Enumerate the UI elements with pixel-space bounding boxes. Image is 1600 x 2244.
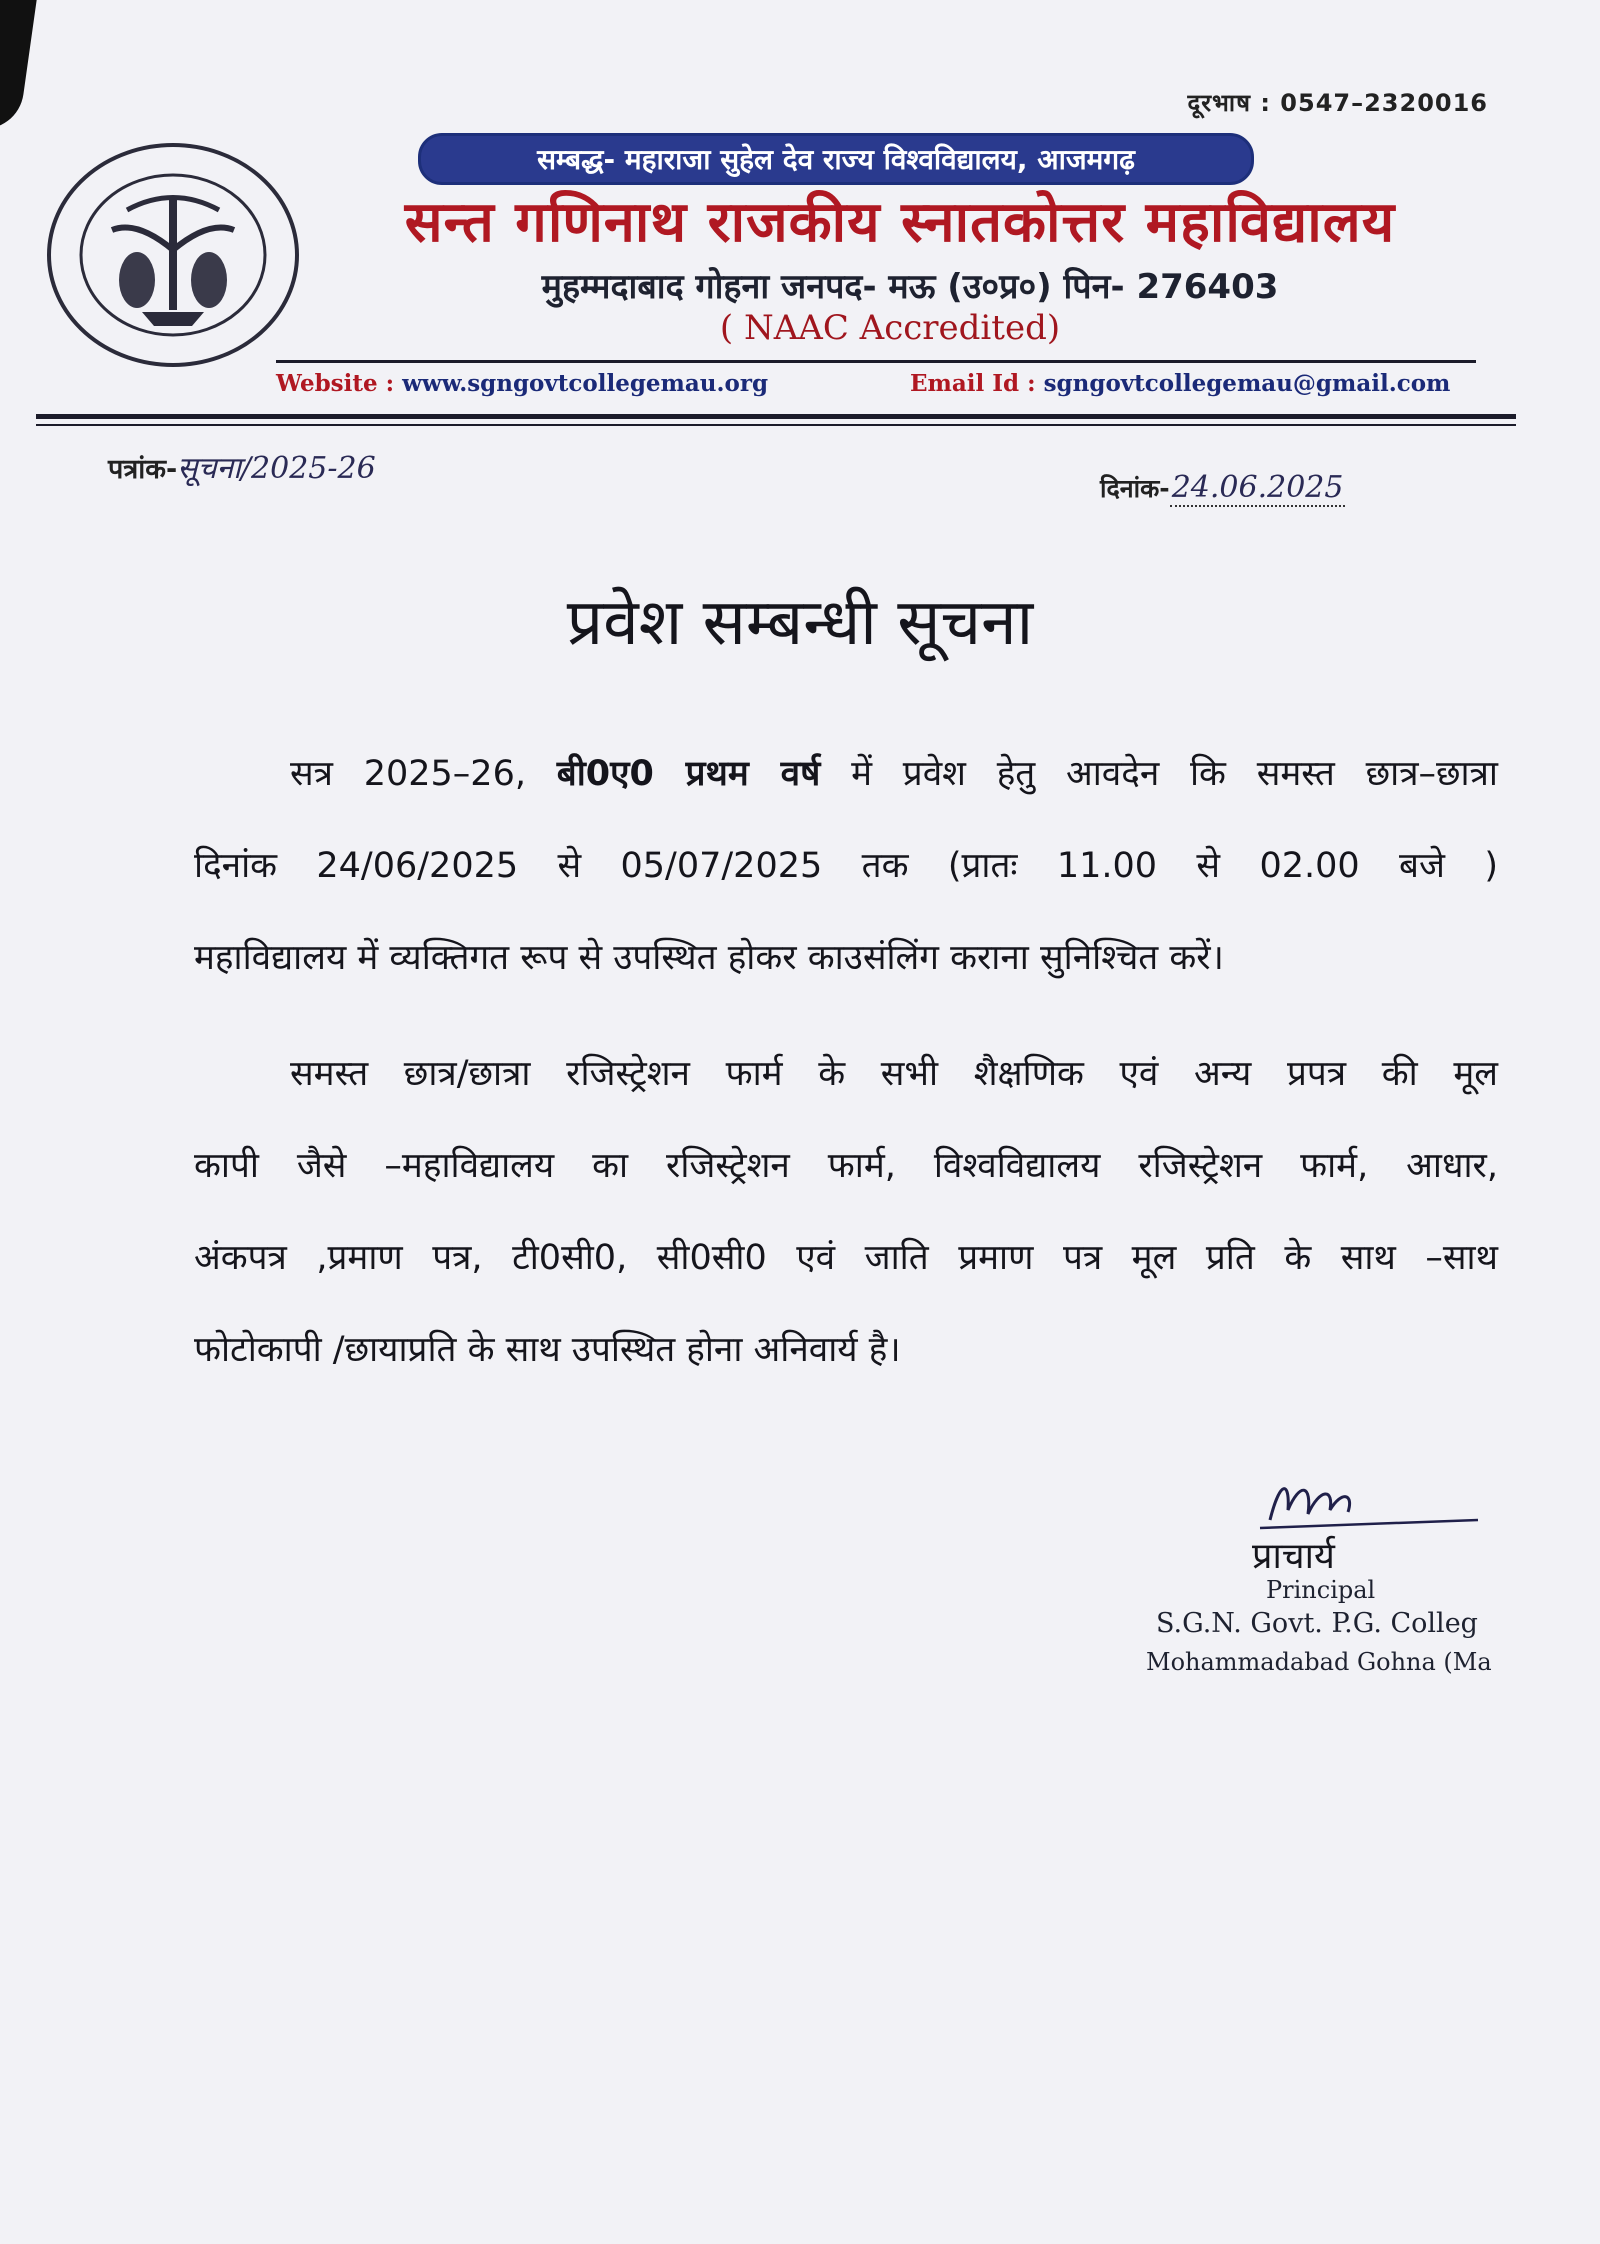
principal-college: S.G.N. Govt. P.G. Colleg	[1156, 1608, 1478, 1639]
website-label: Website :	[276, 370, 403, 397]
paragraph-2-line-2: कापी जैसे –महाविद्यालय का रजिस्ट्रेशन फार्म, विश्वविद्यालय रजिस्ट्रेशन फार्म, आधार,	[194, 1146, 1498, 1186]
phone-number: दूरभाष : 0547–2320016	[1187, 89, 1488, 117]
line-text: सत्र 2025–26,	[290, 754, 557, 794]
reference-number	[108, 446, 376, 487]
course-name: बी0ए0 प्रथम वर्ष	[556, 754, 821, 794]
handwritten-signature-icon	[1250, 1470, 1480, 1536]
line-text: में प्रवेश हेतु आवदेन कि समस्त छात्र–छात्रा	[820, 754, 1498, 794]
paragraph-2-line-3: अंकपत्र ,प्रमाण पत्र, टी0सी0, सी0सी0 एवं जाति प्रमाण पत्र मूल प्रति के साथ –साथ	[194, 1238, 1498, 1278]
naac-badge: ( NAAC Accredited)	[719, 308, 1061, 348]
principal-title-english: Principal	[1266, 1576, 1376, 1604]
header-divider	[276, 360, 1476, 363]
email-label: Email Id :	[910, 370, 1044, 397]
date-value: 24.06.2025	[1171, 470, 1344, 505]
paragraph-1-line-2: दिनांक 24/06/2025 से 05/07/2025 तक (प्रातः 11.00 से 02.00 बजे )	[194, 846, 1498, 886]
principal-title-hindi: प्राचार्य	[1252, 1536, 1335, 1577]
notice-date	[1100, 470, 1345, 505]
email-link[interactable]: sgngovtcollegemau@gmail.com	[1043, 370, 1451, 397]
college-address: मुहम्मदाबाद गोहना जनपद- मऊ (उ०प्र०) पिन- 276403	[541, 267, 1279, 307]
paragraph-2-line-1: समस्त छात्र/छात्रा रजिस्ट्रेशन फार्म के सभी शैक्षणिक एवं अन्य प्रपत्र की मूल	[290, 1054, 1498, 1094]
college-name: सन्त गणिनाथ राजकीय स्नातकोत्तर महाविद्यालय	[404, 190, 1396, 255]
reference-label: पत्रांक-	[108, 454, 178, 485]
notice-paragraph-2	[194, 1028, 1498, 1396]
notice-paragraph-1	[194, 728, 1498, 1004]
email-line	[910, 370, 1450, 397]
principal-location: Mohammadabad Gohna (Ma	[1146, 1648, 1492, 1676]
website-link[interactable]: www.sgngovtcollegemau.org	[402, 370, 769, 397]
paragraph-1-line-1	[194, 728, 1498, 820]
date-label: दिनांक-	[1100, 474, 1170, 503]
affiliation-banner: सम्बद्ध- महाराजा सुहेल देव राज्य विश्वविद्यालय, आजमगढ़	[418, 133, 1254, 185]
scan-shadow	[0, 0, 41, 134]
signature-block	[1140, 1470, 1500, 1690]
reference-value: सूचना/2025-26	[177, 451, 376, 486]
letterhead-rule	[36, 414, 1516, 419]
letterhead-rule-thin	[36, 424, 1516, 426]
notice-title: प्रवेश सम्बन्धी सूचना	[566, 586, 1034, 660]
website-line	[276, 370, 768, 397]
paragraph-1-line-3: महाविद्यालय में व्यक्तिगत रूप से उपस्थित होकर काउसंलिंग कराना सुनिश्चित करें।	[194, 938, 1224, 978]
paragraph-2-line-4: फोटोकापी /छायाप्रति के साथ उपस्थित होना अनिवार्य है।	[194, 1330, 901, 1370]
college-seal-icon	[42, 140, 304, 370]
